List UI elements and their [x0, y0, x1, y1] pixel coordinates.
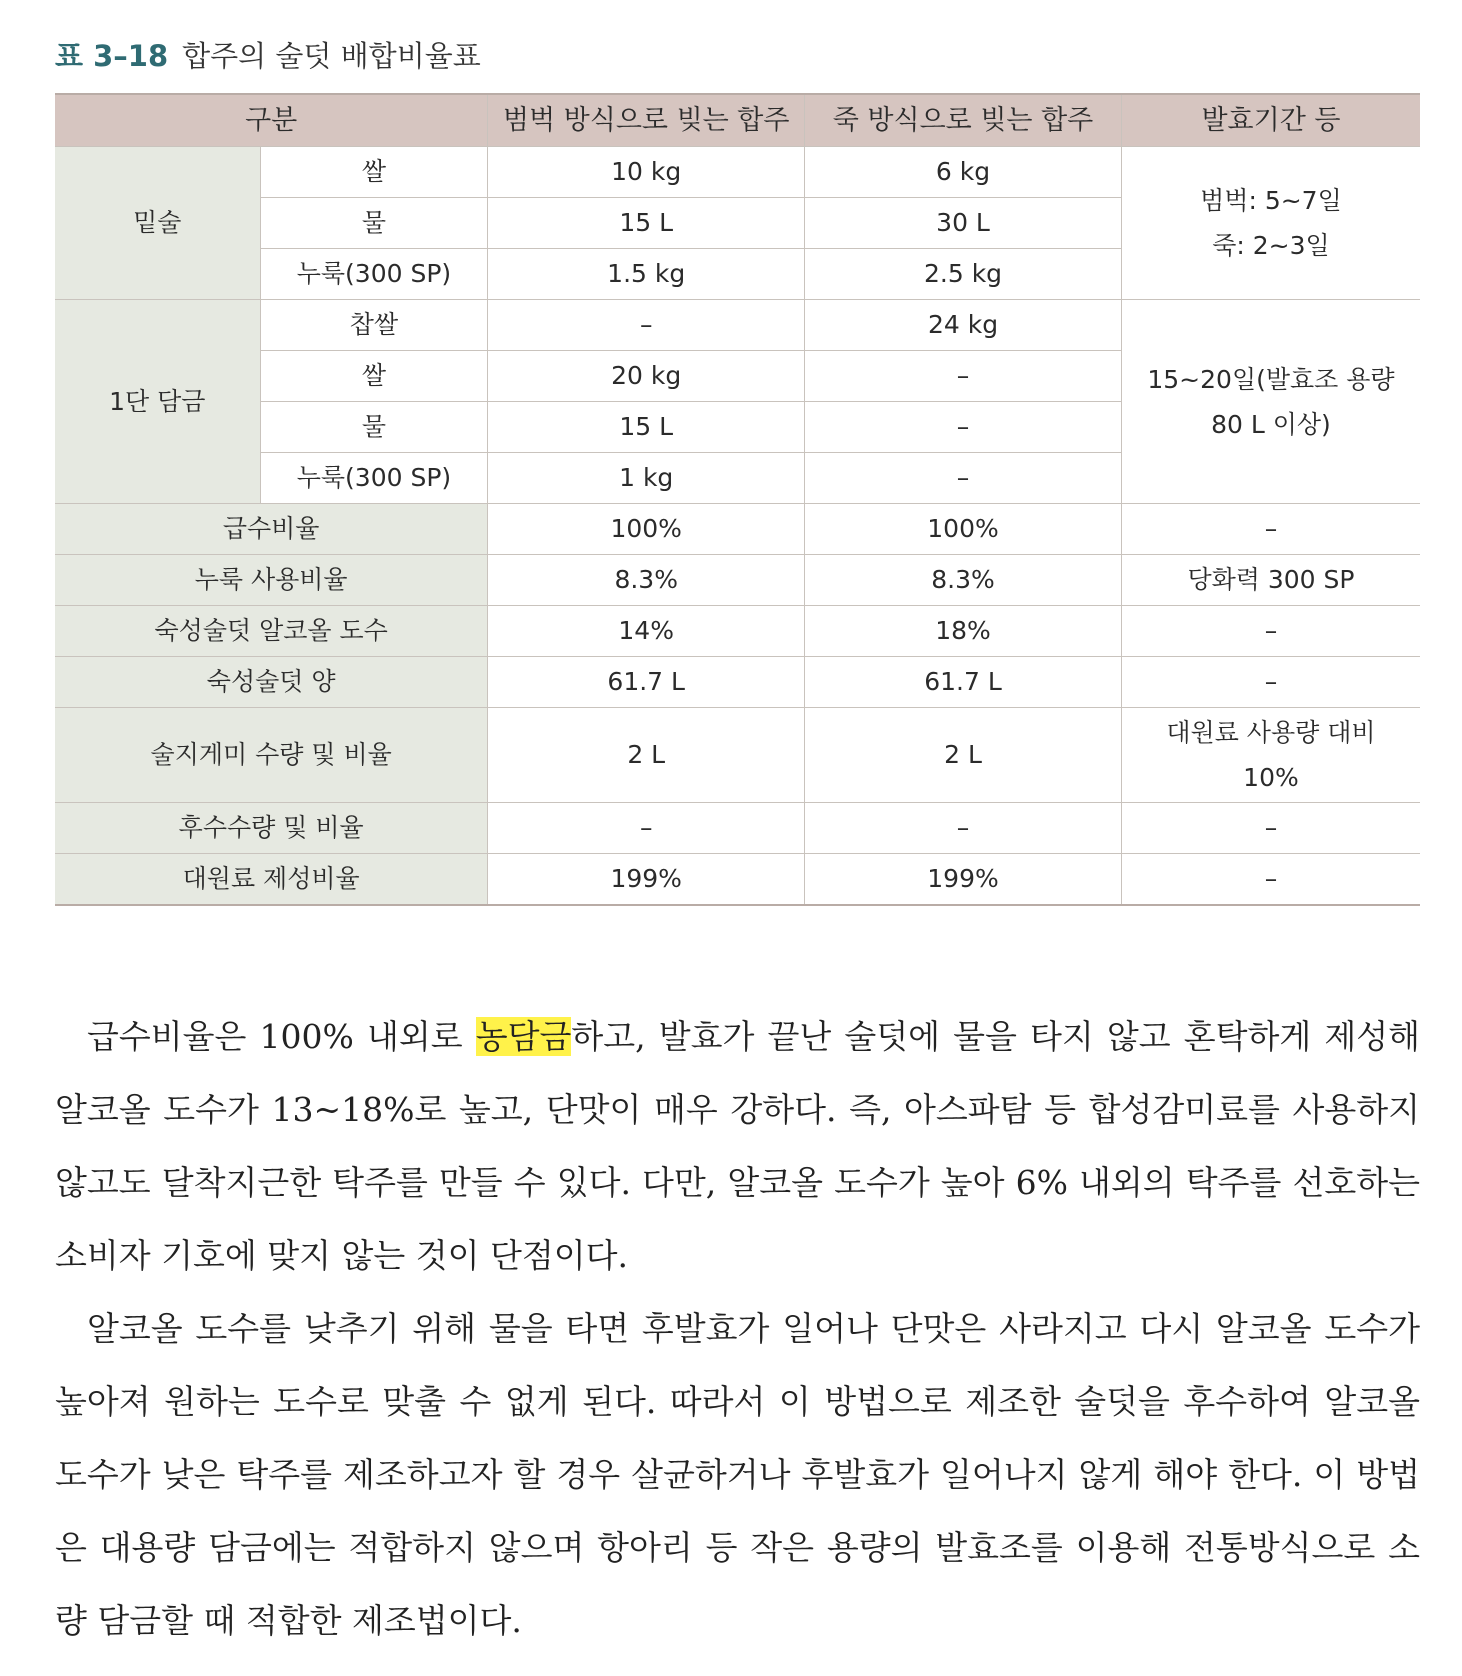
juk-value: 2.5 kg	[805, 249, 1122, 300]
item-label: 물	[260, 198, 488, 249]
summary-label: 숙성술덧 양	[55, 657, 488, 708]
paragraph	[55, 1000, 1420, 1292]
summary-label: 누룩 사용비율	[55, 555, 488, 606]
table-row	[55, 555, 1420, 606]
beombeok-value: 14%	[488, 606, 805, 657]
juk-value: 61.7 L	[805, 657, 1122, 708]
juk-value: –	[805, 402, 1122, 453]
juk-value: –	[805, 351, 1122, 402]
table-row	[55, 300, 1420, 351]
summary-label: 후수수량 및 비율	[55, 803, 488, 854]
beombeok-value: 2 L	[488, 708, 805, 803]
juk-value: –	[805, 803, 1122, 854]
juk-value: 6 kg	[805, 147, 1122, 198]
table-number: 표 3–18	[55, 39, 169, 73]
juk-value: 8.3%	[805, 555, 1122, 606]
body-text	[55, 1000, 1420, 1657]
period-line: 15~20일(발효조 용량	[1147, 364, 1395, 394]
item-label: 물	[260, 402, 488, 453]
period-line: 10%	[1243, 763, 1299, 792]
table-row	[55, 803, 1420, 854]
table-header-row	[55, 94, 1420, 147]
beombeok-value: –	[488, 300, 805, 351]
period-value	[1121, 708, 1420, 803]
item-label: 쌀	[260, 147, 488, 198]
beombeok-value: 1 kg	[488, 453, 805, 504]
beombeok-value: –	[488, 803, 805, 854]
period-damgeum1	[1121, 300, 1420, 504]
period-line: 범벅: 5~7일	[1200, 186, 1342, 215]
period-value: –	[1121, 504, 1420, 555]
juk-value: 18%	[805, 606, 1122, 657]
period-line: 80 L 이상)	[1211, 409, 1331, 439]
beombeok-value: 61.7 L	[488, 657, 805, 708]
period-value: –	[1121, 803, 1420, 854]
beombeok-value: 8.3%	[488, 555, 805, 606]
mixing-ratio-table	[55, 93, 1420, 906]
period-value: –	[1121, 606, 1420, 657]
juk-value: 30 L	[805, 198, 1122, 249]
table-row	[55, 657, 1420, 708]
group-label-damgeum1: 1단 담금	[55, 300, 260, 504]
juk-value: 199%	[805, 854, 1122, 906]
table-title: 합주의 술덧 배합비율표	[182, 39, 481, 73]
item-label: 누룩(300 SP)	[260, 249, 488, 300]
period-value: –	[1121, 854, 1420, 906]
period-value: 당화력 300 SP	[1121, 555, 1420, 606]
header-period: 발효기간 등	[1121, 94, 1420, 147]
period-line: 죽: 2~3일	[1212, 231, 1330, 260]
paragraph: 알코올 도수를 낮추기 위해 물을 타면 후발효가 일어나 단맛은 사라지고 다시 알코올 도수가 높아져 원하는 도수로 맞출 수 없게 된다. 따라서 이 방법으로 제조한 술덧을 후수하여 알코올 도수가 낮은 탁주를 제조하고자 할 경우 살균하거나 후발효가 일어나지 않게 해야 한다. 이 방법은 대용량 담금에는 적합하지 않으며 항아리 등 작은 용량의 발효조를 이용해 전통방식으로 소량 담금할 때 적합한 제조법이다.	[55, 1309, 1420, 1640]
beombeok-value: 10 kg	[488, 147, 805, 198]
period-value: –	[1121, 657, 1420, 708]
table-caption	[55, 36, 481, 76]
summary-label: 대원료 제성비율	[55, 854, 488, 906]
period-line: 대원료 사용량 대비	[1166, 718, 1376, 747]
paragraph-text: 급수비율은 100% 내외로	[87, 1017, 476, 1056]
highlighted-term: 농담금	[475, 1017, 572, 1056]
summary-label: 급수비율	[55, 504, 488, 555]
summary-label: 숙성술덧 알코올 도수	[55, 606, 488, 657]
juk-value: 2 L	[805, 708, 1122, 803]
juk-value: 100%	[805, 504, 1122, 555]
table-row	[55, 147, 1420, 198]
item-label: 누룩(300 SP)	[260, 453, 488, 504]
beombeok-value: 15 L	[488, 402, 805, 453]
item-label: 찹쌀	[260, 300, 488, 351]
beombeok-value: 1.5 kg	[488, 249, 805, 300]
beombeok-value: 15 L	[488, 198, 805, 249]
group-label-mitsul: 밑술	[55, 147, 260, 300]
period-mitsul	[1121, 147, 1420, 300]
beombeok-value: 20 kg	[488, 351, 805, 402]
header-beombeok: 범벅 방식으로 빚는 합주	[488, 94, 805, 147]
table-row	[55, 708, 1420, 803]
juk-value: 24 kg	[805, 300, 1122, 351]
table-row	[55, 504, 1420, 555]
table-row	[55, 606, 1420, 657]
header-juk: 죽 방식으로 빚는 합주	[805, 94, 1122, 147]
header-category: 구분	[55, 94, 488, 147]
beombeok-value: 100%	[488, 504, 805, 555]
paragraph-text: 하고, 발효가 끝난 술덧에 물을 타지 않고 혼탁하게 제성해 알코올 도수가 13~18%로 높고, 단맛이 매우 강하다. 즉, 아스파탐 등 합성감미료를 사용하지 않고도 달착지근한 탁주를 만들 수 있다. 다만, 알코올 도수가 높아 6% 내외의 탁주를 선호하는 소비자 기호에 맞지 않는 것이 단점이다.	[55, 1017, 1420, 1275]
table-row	[55, 854, 1420, 906]
beombeok-value: 199%	[488, 854, 805, 906]
summary-label: 술지게미 수량 및 비율	[55, 708, 488, 803]
juk-value: –	[805, 453, 1122, 504]
item-label: 쌀	[260, 351, 488, 402]
